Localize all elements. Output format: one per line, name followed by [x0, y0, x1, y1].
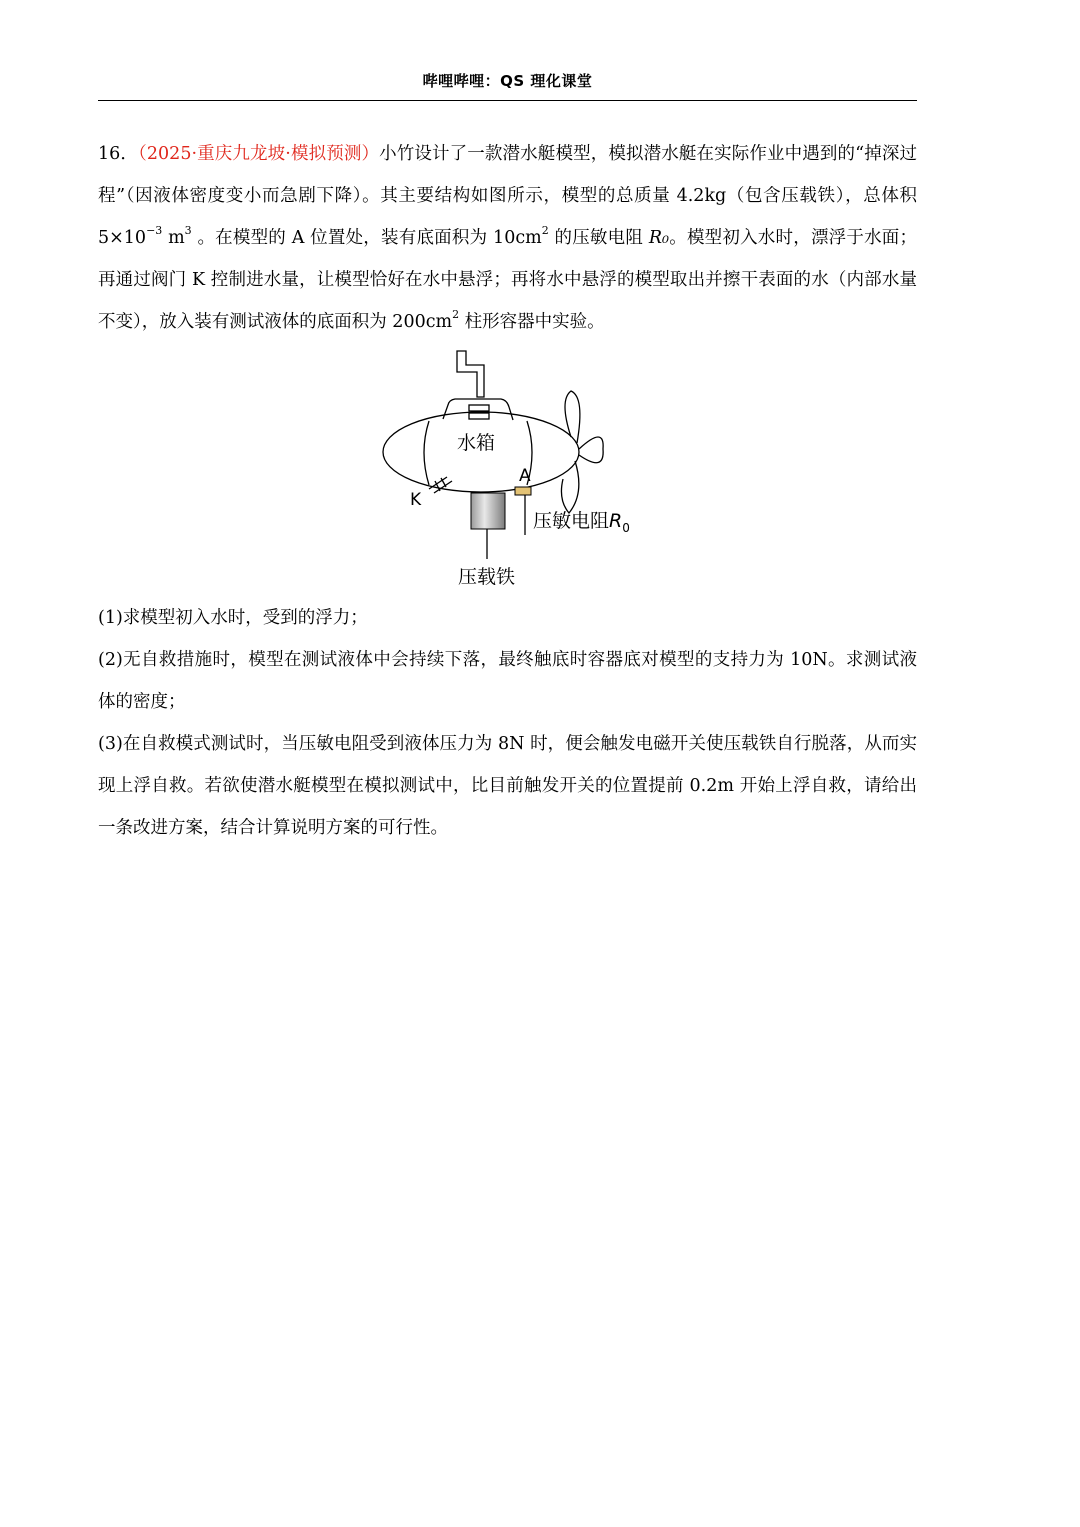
conning-tower — [443, 399, 513, 420]
exponent: 2 — [452, 308, 460, 322]
intro-text: 柱形容器中实验。 — [459, 312, 605, 332]
header-divider — [98, 100, 917, 101]
sensor-label — [533, 510, 630, 535]
pressure-sensor — [515, 487, 531, 495]
resistor-symbol: R₀ — [648, 228, 670, 248]
exponent: −3 — [146, 224, 163, 238]
periscope — [457, 351, 484, 397]
sensor-subscript: 0 — [621, 521, 630, 535]
page-header: 哔哩哔哩：QS 理化课堂 — [422, 72, 593, 90]
ballast-label: 压载铁 — [457, 566, 515, 588]
intro-text: m — [162, 228, 185, 248]
propeller — [579, 437, 603, 463]
water-tank-label: 水箱 — [456, 432, 495, 454]
question-16 — [98, 133, 917, 849]
question-number: 16． — [98, 144, 139, 164]
question-source: （2025·重庆九龙坡·模拟预测） — [138, 144, 380, 164]
part-1: (1)求模型初入水时，受到的浮力； — [98, 608, 368, 628]
tower-window-top — [469, 405, 489, 411]
intro-text: 。模型初入水时，漂浮于水面；再通过阀门 K 控制进水量，让模型恰好在水中悬浮；再将水中悬浮的模型取出并擦干表面的水（内部水量不变），放入装有测试液体的底面积为 200cm — [98, 228, 917, 332]
ballast-iron — [471, 493, 505, 529]
submarine-figure — [373, 345, 643, 597]
valve-k-label: K — [409, 490, 421, 510]
exponent: 3 — [184, 224, 192, 238]
intro-text: 。在模型的 A 位置处，装有底面积为 10cm — [191, 228, 542, 248]
intro-text: 小竹设计了一款潜水艇模型，模拟潜水艇在实际作业中遇到的“掉深过程”（因液体密度变小而急剧下降）。其主要结构如图所示，模型的总质量 4.2kg（包含压载铁），总体积 5×10 — [98, 144, 917, 248]
tower-window-bottom — [469, 413, 489, 419]
sensor-text: 压敏电阻 — [532, 510, 609, 532]
question-intro — [98, 133, 917, 343]
point-a-label: A — [518, 466, 531, 486]
intro-text: 的压敏电阻 — [548, 228, 649, 248]
part-2: (2)无自救措施时，模型在测试液体中会持续下落，最终触底时容器底对模型的支持力为 10N。求测试液体的密度； — [98, 650, 917, 712]
exponent: 2 — [541, 224, 549, 238]
sensor-symbol: R — [608, 510, 622, 532]
tank-left-wall — [424, 421, 429, 485]
part-3: (3)在自救模式测试时，当压敏电阻受到液体压力为 8N 时，便会触发电磁开关使压载铁自行脱落，从而实现上浮自救。若欲使潜水艇模型在模拟测试中，比目前触发开关的位置提前 0.2m 开始上浮自救，请给出一条改进方案，结合计算说明方案的可行性。 — [98, 734, 917, 838]
upper-tail-fin — [565, 391, 580, 443]
